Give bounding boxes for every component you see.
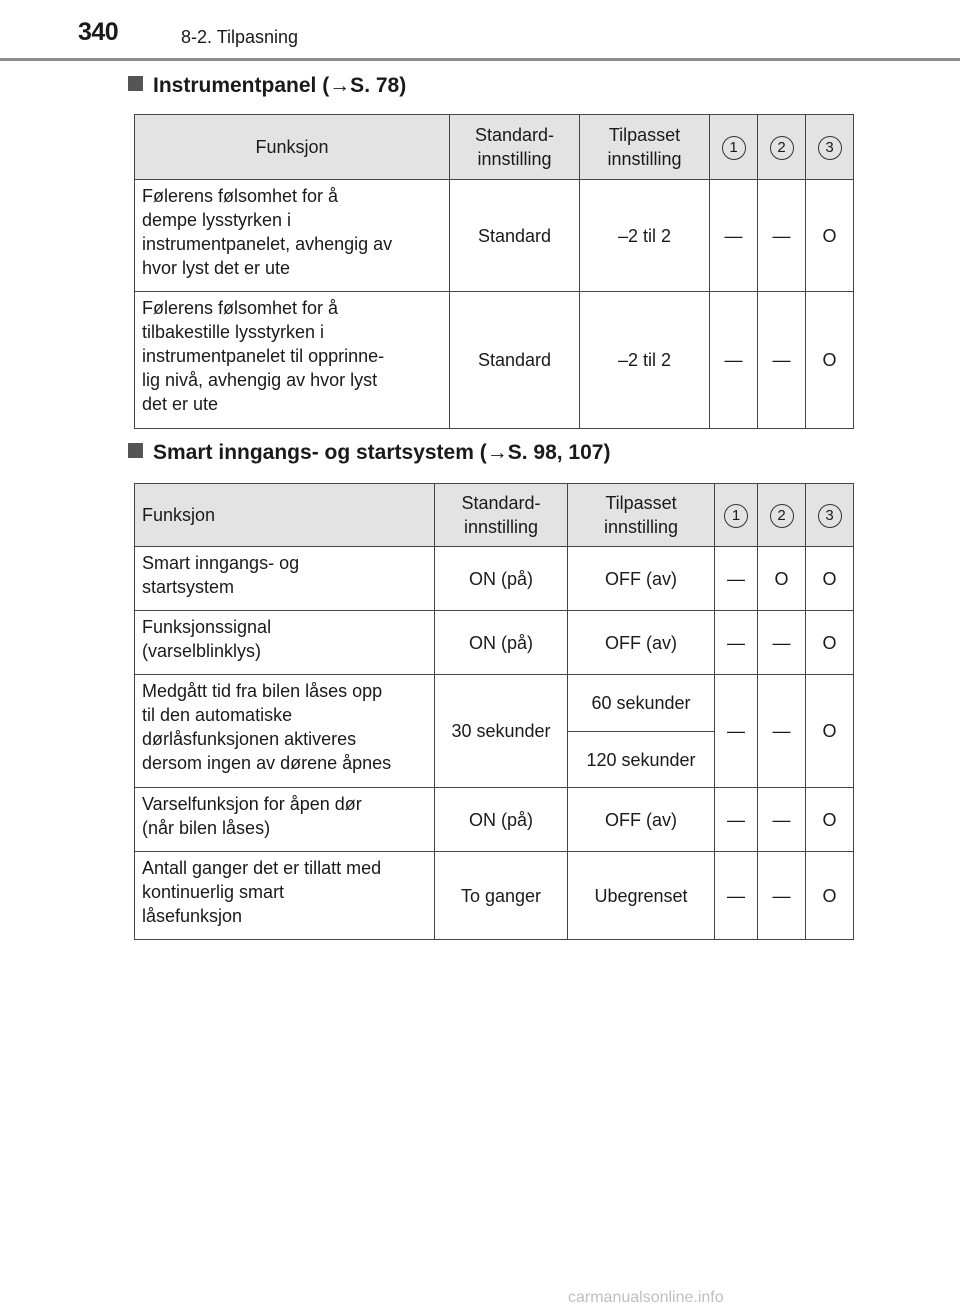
col-header-tilpasset-text: Tilpasset innstilling bbox=[607, 125, 682, 169]
table-header-row bbox=[135, 115, 854, 180]
col-header-3 bbox=[806, 115, 854, 180]
cell-funksjon: Funksjonssignal (varselblinklys) bbox=[135, 611, 435, 675]
table-row bbox=[135, 852, 854, 940]
cell-3: O bbox=[806, 547, 854, 611]
cell-3: O bbox=[806, 611, 854, 675]
cell-tilpasset: Ubegrenset bbox=[568, 852, 715, 940]
cell-2: — bbox=[758, 852, 806, 940]
section-title-smart-system bbox=[128, 441, 610, 465]
smart-system-table bbox=[134, 483, 854, 940]
table-row bbox=[135, 788, 854, 852]
col-header-tilpasset bbox=[568, 484, 715, 547]
page-number: 340 bbox=[78, 18, 119, 46]
cell-standard: To ganger bbox=[435, 852, 568, 940]
cell-funksjon: Følerens følsomhet for å dempe lysstyrken i instrumentpanelet, avhengig av hvor lyst det er ute bbox=[135, 180, 450, 292]
square-bullet-icon bbox=[128, 443, 143, 458]
square-bullet-icon bbox=[128, 76, 143, 91]
cell-standard: ON (på) bbox=[435, 611, 568, 675]
table-row bbox=[135, 180, 854, 292]
table-row bbox=[135, 675, 854, 732]
col-header-standard-text: Standard- innstilling bbox=[474, 125, 555, 169]
cell-1: — bbox=[715, 547, 758, 611]
cell-2: — bbox=[758, 292, 806, 429]
cell-standard: ON (på) bbox=[435, 788, 568, 852]
circled-2-icon: 2 bbox=[770, 136, 794, 160]
col-header-tilpasset-text: Tilpasset innstilling bbox=[603, 493, 679, 537]
col-header-tilpasset bbox=[580, 115, 710, 180]
section-title-text: Smart inngangs- og startsystem (→S. 98, 107) bbox=[153, 441, 611, 464]
footer-watermark: carmanualsonline.info bbox=[568, 1289, 724, 1306]
instrumentpanel-table bbox=[134, 114, 854, 429]
cell-3: O bbox=[806, 675, 854, 788]
cell-funksjon: Medgått tid fra bilen låses opp til den automatiske dørlåsfunksjonen aktiveres dersom ingen av dørene åpnes bbox=[135, 675, 435, 788]
cell-3: O bbox=[806, 788, 854, 852]
col-header-standard bbox=[435, 484, 568, 547]
cell-standard: Standard bbox=[450, 292, 580, 429]
col-header-standard-text: Standard- innstilling bbox=[461, 493, 541, 537]
cell-3: O bbox=[806, 180, 854, 292]
table-row bbox=[135, 292, 854, 429]
table-row bbox=[135, 547, 854, 611]
cell-1: — bbox=[715, 852, 758, 940]
header-divider bbox=[0, 58, 960, 61]
cell-tilpasset: OFF (av) bbox=[568, 788, 715, 852]
section-title-text: Instrumentpanel (→S. 78) bbox=[153, 74, 407, 97]
col-header-funksjon: Funksjon bbox=[135, 115, 450, 180]
section-title-instrumentpanel bbox=[128, 74, 406, 98]
cell-2: — bbox=[758, 788, 806, 852]
col-header-3 bbox=[806, 484, 854, 547]
col-header-2 bbox=[758, 484, 806, 547]
col-header-2 bbox=[758, 115, 806, 180]
cell-2: — bbox=[758, 675, 806, 788]
circled-3-icon: 3 bbox=[818, 136, 842, 160]
cell-1: — bbox=[710, 292, 758, 429]
cell-1: — bbox=[710, 180, 758, 292]
chapter-title: 8-2. Tilpasning bbox=[181, 27, 299, 47]
cell-3: O bbox=[806, 852, 854, 940]
col-header-standard bbox=[450, 115, 580, 180]
cell-funksjon: Antall ganger det er tillatt med kontinuerlig smart låsefunksjon bbox=[135, 852, 435, 940]
col-header-1 bbox=[710, 115, 758, 180]
circled-2-icon: 2 bbox=[770, 504, 794, 528]
circled-3-icon: 3 bbox=[818, 504, 842, 528]
cell-tilpasset: OFF (av) bbox=[568, 547, 715, 611]
cell-1: — bbox=[715, 675, 758, 788]
circled-1-icon: 1 bbox=[722, 136, 746, 160]
cell-2: O bbox=[758, 547, 806, 611]
cell-standard: Standard bbox=[450, 180, 580, 292]
cell-tilpasset-a: 60 sekunder bbox=[568, 675, 715, 732]
col-header-1 bbox=[715, 484, 758, 547]
cell-tilpasset-b: 120 sekunder bbox=[568, 732, 715, 788]
table-row bbox=[135, 611, 854, 675]
cell-funksjon: Smart inngangs- og startsystem bbox=[135, 547, 435, 611]
cell-1: — bbox=[715, 788, 758, 852]
cell-standard: ON (på) bbox=[435, 547, 568, 611]
cell-1: — bbox=[715, 611, 758, 675]
cell-2: — bbox=[758, 180, 806, 292]
cell-standard: 30 sekunder bbox=[435, 675, 568, 788]
circled-1-icon: 1 bbox=[724, 504, 748, 528]
col-header-funksjon: Funksjon bbox=[135, 484, 435, 547]
cell-tilpasset: –2 til 2 bbox=[580, 292, 710, 429]
cell-funksjon: Varselfunksjon for åpen dør (når bilen låses) bbox=[135, 788, 435, 852]
cell-tilpasset: –2 til 2 bbox=[580, 180, 710, 292]
cell-2: — bbox=[758, 611, 806, 675]
cell-3: O bbox=[806, 292, 854, 429]
cell-tilpasset: OFF (av) bbox=[568, 611, 715, 675]
table-header-row bbox=[135, 484, 854, 547]
cell-funksjon: Følerens følsomhet for å tilbakestille lysstyrken i instrumentpanelet til opprinne- lig nivå, avhengig av hvor lyst det er ute bbox=[135, 292, 450, 429]
